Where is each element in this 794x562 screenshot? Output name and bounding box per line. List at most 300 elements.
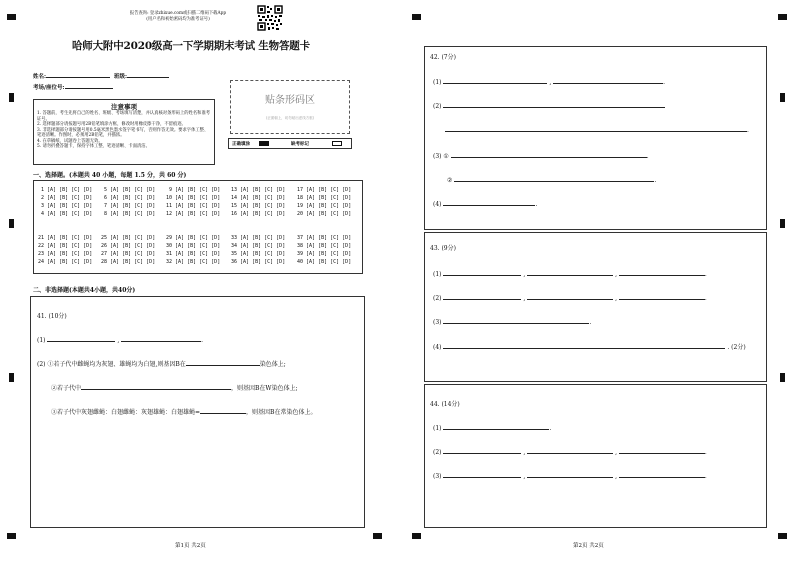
mcq-option-c[interactable]: [C] — [199, 235, 212, 241]
mcq-number: 15 — [231, 203, 241, 210]
mcq-option-d[interactable]: [D] — [342, 235, 355, 241]
mcq-option-b[interactable]: [B] — [252, 211, 265, 218]
mcq-option-b[interactable]: [B] — [59, 259, 72, 266]
answer-blank[interactable] — [619, 471, 705, 478]
mcq-row — [166, 210, 223, 218]
corner-mark — [412, 533, 421, 539]
mcq-option-a[interactable]: [A] — [110, 243, 123, 250]
report-notice-line: (用户名和初始密码均为准考证号) — [146, 16, 210, 22]
mcq-option-b[interactable]: [B] — [318, 203, 331, 210]
notes-box — [33, 99, 215, 165]
q41-part1: (1) , . — [37, 337, 204, 344]
mcq-number: 34 — [231, 243, 241, 250]
mcq-option-d[interactable]: [D] — [276, 195, 289, 202]
answer-blank[interactable] — [443, 447, 521, 454]
q42-part3a: (3) ① . — [433, 153, 649, 160]
mcq-option-d[interactable]: [D] — [276, 235, 289, 241]
answer-blank[interactable] — [527, 293, 613, 300]
mcq-option-c[interactable]: [C] — [71, 203, 84, 210]
mcq-option-d[interactable]: [D] — [276, 211, 289, 218]
corner-mark — [412, 14, 421, 20]
mcq-option-d[interactable]: [D] — [342, 195, 355, 202]
answer-blank[interactable] — [553, 77, 663, 84]
mcq-option-b[interactable]: [B] — [318, 195, 331, 202]
mcq-row — [231, 210, 288, 218]
answer-blank[interactable] — [454, 175, 654, 182]
mcq-row — [231, 202, 288, 210]
mcq-option-a[interactable]: [A] — [175, 203, 188, 210]
answer-blank[interactable] — [443, 101, 665, 108]
mcq-option-a[interactable]: [A] — [110, 259, 123, 266]
mcq-row — [101, 242, 158, 250]
mcq-option-b[interactable]: [B] — [59, 187, 72, 193]
missing-mark-label: 缺考标记 — [291, 142, 309, 147]
answer-blank[interactable] — [443, 423, 549, 430]
mcq-option-a[interactable]: [A] — [240, 195, 253, 202]
mcq-option-b[interactable]: [B] — [318, 259, 331, 266]
mcq-option-d[interactable]: [D] — [211, 251, 224, 258]
mcq-option-c[interactable]: [C] — [264, 203, 277, 210]
mcq-option-a[interactable]: [A] — [47, 211, 60, 218]
answer-blank[interactable] — [527, 471, 613, 478]
mcq-option-b[interactable]: [B] — [187, 187, 200, 193]
mcq-option-c[interactable]: [C] — [264, 235, 277, 241]
mcq-option-b[interactable]: [B] — [122, 235, 135, 241]
mcq-option-a[interactable]: [A] — [175, 251, 188, 258]
mcq-option-c[interactable]: [C] — [330, 235, 343, 241]
mcq-option-c[interactable]: [C] — [71, 187, 84, 193]
mcq-option-d[interactable]: [D] — [342, 203, 355, 210]
mcq-option-a[interactable]: [A] — [306, 195, 319, 202]
mcq-number: 17 — [297, 187, 307, 193]
mcq-option-c[interactable]: [C] — [134, 211, 147, 218]
mcq-option-d[interactable]: [D] — [83, 243, 96, 250]
q43-part4: (4) . (2分) — [433, 344, 746, 351]
mcq-option-c[interactable]: [C] — [199, 211, 212, 218]
mcq-option-d[interactable]: [D] — [146, 203, 159, 210]
name-label: 姓名: — [33, 74, 47, 80]
mcq-option-a[interactable]: [A] — [47, 243, 60, 250]
part-label: (4) — [433, 201, 442, 208]
mcq-row — [231, 234, 288, 242]
mcq-option-b[interactable]: [B] — [187, 259, 200, 266]
mcq-row — [297, 210, 354, 218]
section-title: 一、选择题。(本题共 40 小题，每题 1.5 分，共 60 分) — [33, 172, 187, 179]
timing-mark — [780, 93, 785, 102]
mcq-option-d[interactable]: [D] — [211, 211, 224, 218]
q41-part4 — [51, 407, 316, 416]
correct-fill-sample — [259, 141, 269, 146]
mcq-option-a[interactable]: [A] — [240, 203, 253, 210]
mcq-option-b[interactable]: [B] — [59, 251, 72, 258]
mcq-option-d[interactable]: [D] — [276, 251, 289, 258]
mcq-option-c[interactable]: [C] — [134, 235, 147, 241]
mcq-option-c[interactable]: [C] — [199, 259, 212, 266]
mcq-option-d[interactable]: [D] — [83, 195, 96, 202]
mcq-option-a[interactable]: [A] — [47, 251, 60, 258]
mcq-option-c[interactable]: [C] — [71, 251, 84, 258]
mcq-option-c[interactable]: [C] — [71, 235, 84, 241]
qr-code-icon[interactable] — [257, 5, 283, 31]
q42-box — [424, 46, 767, 230]
mcq-option-d[interactable]: [D] — [211, 203, 224, 210]
mcq-option-c[interactable]: [C] — [330, 203, 343, 210]
mcq-row — [166, 258, 223, 266]
mcq-option-b[interactable]: [B] — [318, 251, 331, 258]
mcq-option-a[interactable]: [A] — [240, 259, 253, 266]
mcq-row — [101, 234, 158, 242]
mcq-option-a[interactable]: [A] — [175, 187, 188, 193]
mcq-option-c[interactable]: [C] — [264, 259, 277, 266]
mcq-number: 7 — [101, 203, 111, 210]
mcq-option-b[interactable]: [B] — [318, 211, 331, 218]
mcq-option-a[interactable]: [A] — [110, 203, 123, 210]
mcq-option-b[interactable]: [B] — [122, 251, 135, 258]
q43-part2: (2) , , . — [433, 295, 707, 302]
mcq-option-c[interactable]: [C] — [330, 195, 343, 202]
mcq-option-b[interactable]: [B] — [187, 203, 200, 210]
part-text: ③若子代中灰翅雌蝇：白翅雌蝇：灰翅雄蝇：白翅雄蝇= — [51, 409, 201, 416]
timing-mark — [9, 93, 14, 102]
mcq-option-c[interactable]: [C] — [199, 243, 212, 250]
mcq-option-a[interactable]: [A] — [47, 187, 60, 193]
mcq-option-d[interactable]: [D] — [211, 259, 224, 266]
mcq-option-a[interactable]: [A] — [47, 203, 60, 210]
mcq-option-b[interactable]: [B] — [318, 243, 331, 250]
answer-blank[interactable] — [121, 335, 201, 342]
mcq-option-d[interactable]: [D] — [83, 187, 96, 193]
mcq-option-c[interactable]: [C] — [71, 259, 84, 266]
note-item: 2. 选择题部分请按题号用2B铅笔填涂方框，修改时用橡皮擦干净，不留痕迹。 — [37, 122, 186, 128]
room-seat-label: 考场/座位号: — [33, 85, 65, 91]
mcq-column — [38, 186, 95, 218]
answer-blank[interactable] — [443, 471, 521, 478]
mcq-option-b[interactable]: [B] — [59, 211, 72, 218]
mcq-option-c[interactable]: [C] — [330, 259, 343, 266]
mcq-column — [231, 186, 288, 218]
mcq-option-b[interactable]: [B] — [187, 235, 200, 241]
mcq-row — [101, 258, 158, 266]
answer-blank[interactable] — [200, 407, 246, 414]
mcq-row — [297, 202, 354, 210]
mcq-option-d[interactable]: [D] — [83, 211, 96, 218]
mcq-option-b[interactable]: [B] — [318, 187, 331, 193]
answer-blank[interactable] — [619, 447, 705, 454]
missing-mark-box[interactable] — [332, 141, 342, 146]
mcq-row — [166, 242, 223, 250]
mcq-option-c[interactable]: [C] — [199, 195, 212, 202]
report-notice-line: 报告查询: 登录zhixue.com或扫描二维码下载App — [129, 11, 227, 16]
mcq-option-a[interactable]: [A] — [110, 235, 123, 241]
mcq-option-b[interactable]: [B] — [252, 187, 265, 193]
mcq-option-d[interactable]: [D] — [211, 235, 224, 241]
mcq-option-d[interactable]: [D] — [146, 251, 159, 258]
mcq-option-c[interactable]: [C] — [134, 259, 147, 266]
mcq-option-d[interactable]: [D] — [276, 243, 289, 250]
mcq-number: 20 — [297, 211, 307, 218]
mcq-option-a[interactable]: [A] — [47, 195, 60, 202]
mcq-option-c[interactable]: [C] — [264, 195, 277, 202]
mcq-option-d[interactable]: [D] — [342, 259, 355, 266]
mcq-option-b[interactable]: [B] — [122, 187, 135, 193]
part-label: ② — [447, 177, 453, 184]
mcq-row — [297, 258, 354, 266]
name-field[interactable] — [46, 71, 110, 78]
mcq-number: 1 — [38, 187, 48, 193]
mcq-option-a[interactable]: [A] — [175, 259, 188, 266]
answer-blank[interactable] — [445, 125, 747, 132]
note-item: 5. 请勿折叠答题卡，保持字体工整、笔迹清晰、卡面清洁。 — [37, 144, 150, 150]
mcq-option-d[interactable]: [D] — [211, 187, 224, 193]
mcq-option-a[interactable]: [A] — [175, 243, 188, 250]
mcq-option-d[interactable]: [D] — [342, 251, 355, 258]
part-label: (1) — [433, 79, 442, 86]
mcq-option-c[interactable]: [C] — [330, 251, 343, 258]
mcq-number: 18 — [297, 195, 307, 202]
mcq-option-a[interactable]: [A] — [240, 243, 253, 250]
mcq-number: 35 — [231, 251, 241, 258]
mcq-option-d[interactable]: [D] — [211, 195, 224, 202]
mcq-option-c[interactable]: [C] — [199, 251, 212, 258]
barcode-subtitle: (正面朝上，切勿贴出虚线方框) — [265, 116, 315, 120]
mcq-option-c[interactable]: [C] — [199, 187, 212, 193]
mcq-row — [297, 242, 354, 250]
student-info-row — [33, 71, 169, 81]
mcq-option-a[interactable]: [A] — [110, 187, 123, 193]
mcq-column — [166, 186, 223, 218]
mcq-option-b[interactable]: [B] — [59, 235, 72, 241]
answer-blank[interactable] — [527, 447, 613, 454]
mcq-option-a[interactable]: [A] — [306, 211, 319, 218]
mcq-option-b[interactable]: [B] — [122, 259, 135, 266]
q43-part3: (3) . — [433, 319, 592, 326]
mcq-option-a[interactable]: [A] — [306, 203, 319, 210]
mcq-option-b[interactable]: [B] — [187, 195, 200, 202]
corner-mark — [373, 533, 382, 539]
answer-blank[interactable] — [443, 77, 547, 84]
mcq-option-b[interactable]: [B] — [59, 243, 72, 250]
mcq-option-d[interactable]: [D] — [83, 235, 96, 241]
mcq-option-d[interactable]: [D] — [146, 243, 159, 250]
q41-part3 — [51, 383, 298, 392]
mcq-option-d[interactable]: [D] — [211, 243, 224, 250]
corner-mark — [7, 14, 16, 20]
mcq-option-b[interactable]: [B] — [122, 243, 135, 250]
mcq-option-a[interactable]: [A] — [306, 187, 319, 193]
mcq-option-b[interactable]: [B] — [252, 235, 265, 241]
mcq-option-c[interactable]: [C] — [199, 203, 212, 210]
answer-blank[interactable] — [443, 269, 521, 276]
answer-blank[interactable] — [443, 293, 521, 300]
answer-blank[interactable] — [527, 269, 613, 276]
mcq-option-b[interactable]: [B] — [318, 235, 331, 241]
mcq-option-a[interactable]: [A] — [306, 235, 319, 241]
mcq-column — [231, 234, 288, 266]
mcq-option-c[interactable]: [C] — [264, 211, 277, 218]
q44-part1: (1) . — [433, 425, 552, 432]
mcq-option-b[interactable]: [B] — [122, 203, 135, 210]
q42-part2 — [433, 101, 665, 110]
mcq-row — [231, 242, 288, 250]
mcq-option-b[interactable]: [B] — [59, 203, 72, 210]
mcq-number: 5 — [101, 187, 111, 193]
mcq-option-c[interactable]: [C] — [71, 243, 84, 250]
mcq-option-c[interactable]: [C] — [330, 211, 343, 218]
mcq-option-d[interactable]: [D] — [342, 243, 355, 250]
mcq-option-d[interactable]: [D] — [146, 187, 159, 193]
answer-blank[interactable] — [619, 293, 705, 300]
mcq-option-b[interactable]: [B] — [187, 251, 200, 258]
note-item: 4. 在草稿纸、试题卷上答题无效。 — [37, 138, 103, 144]
mcq-option-b[interactable]: [B] — [187, 243, 200, 250]
mcq-option-d[interactable]: [D] — [342, 187, 355, 193]
mcq-option-c[interactable]: [C] — [134, 195, 147, 202]
mcq-option-a[interactable]: [A] — [306, 251, 319, 258]
mcq-option-a[interactable]: [A] — [240, 251, 253, 258]
notes-title: 注意事项 — [111, 103, 137, 111]
answer-blank[interactable] — [443, 199, 535, 206]
answer-blank[interactable] — [186, 359, 260, 366]
mcq-option-b[interactable]: [B] — [187, 211, 200, 218]
mcq-option-a[interactable]: [A] — [306, 259, 319, 266]
part-text: ②若子代中 — [51, 385, 82, 392]
mcq-option-b[interactable]: [B] — [122, 195, 135, 202]
barcode-title: 贴条形码区 — [265, 95, 315, 106]
mcq-row — [297, 194, 354, 202]
corner-mark — [7, 533, 16, 539]
part-label: (2) — [433, 449, 442, 456]
mcq-number: 24 — [38, 259, 48, 266]
mcq-option-c[interactable]: [C] — [264, 243, 277, 250]
mcq-option-a[interactable]: [A] — [175, 235, 188, 241]
room-seat-field[interactable] — [65, 82, 113, 89]
answer-blank[interactable] — [81, 383, 231, 390]
score-note: (2分) — [731, 344, 746, 351]
mcq-option-a[interactable]: [A] — [175, 195, 188, 202]
mcq-row — [231, 186, 288, 194]
part-label: (3) — [433, 319, 442, 326]
part-label: (1) — [37, 337, 46, 344]
mcq-option-a[interactable]: [A] — [240, 211, 253, 218]
mcq-option-b[interactable]: [B] — [252, 259, 265, 266]
mcq-option-b[interactable]: [B] — [59, 195, 72, 202]
mcq-option-b[interactable]: [B] — [252, 203, 265, 210]
mcq-option-d[interactable]: [D] — [83, 251, 96, 258]
mcq-number: 3 — [38, 203, 48, 210]
mcq-option-d[interactable]: [D] — [276, 203, 289, 210]
answer-blank[interactable] — [443, 317, 589, 324]
mcq-option-c[interactable]: [C] — [330, 187, 343, 193]
q41-part2 — [37, 359, 286, 368]
mcq-option-b[interactable]: [B] — [122, 211, 135, 218]
mcq-row — [166, 194, 223, 202]
mcq-option-c[interactable]: [C] — [264, 251, 277, 258]
answer-blank[interactable] — [443, 342, 725, 349]
answer-blank[interactable] — [619, 269, 705, 276]
answer-blank[interactable] — [47, 335, 115, 342]
part-label: (2) — [433, 103, 442, 110]
mcq-option-a[interactable]: [A] — [175, 211, 188, 218]
mcq-number: 25 — [101, 235, 111, 241]
mcq-number: 12 — [166, 211, 176, 218]
mcq-option-d[interactable]: [D] — [146, 259, 159, 266]
mcq-number: 16 — [231, 211, 241, 218]
class-field[interactable] — [127, 71, 169, 78]
mcq-option-a[interactable]: [A] — [110, 251, 123, 258]
mcq-number: 37 — [297, 235, 307, 241]
mcq-option-c[interactable]: [C] — [71, 211, 84, 218]
q42-part3b: ② . — [447, 177, 657, 184]
mcq-column — [297, 186, 354, 218]
mcq-option-b[interactable]: [B] — [252, 243, 265, 250]
mcq-option-a[interactable]: [A] — [240, 187, 253, 193]
mcq-option-d[interactable]: [D] — [83, 203, 96, 210]
mcq-option-a[interactable]: [A] — [110, 195, 123, 202]
part-label: (2) — [433, 295, 442, 302]
mcq-number: 14 — [231, 195, 241, 202]
q42-part4: (4) . — [433, 201, 538, 208]
timing-mark — [9, 219, 14, 228]
mcq-option-d[interactable]: [D] — [83, 259, 96, 266]
q44-part3: (3) , , . — [433, 473, 707, 480]
mcq-number: 31 — [166, 251, 176, 258]
page-title: 哈师大附中2020级高一下学期期末考试 生物答题卡 — [72, 40, 310, 52]
mcq-option-a[interactable]: [A] — [47, 259, 60, 266]
note-item: 1. 答题前，考生先将自己的姓名、班级、考场填写清楚，并认真核对条形码上的姓名和准考证号。 — [37, 111, 211, 122]
student-info-row — [33, 82, 113, 92]
mcq-option-d[interactable]: [D] — [276, 259, 289, 266]
mcq-option-d[interactable]: [D] — [146, 235, 159, 241]
mcq-row — [38, 186, 95, 194]
part-text: ，则基因B在W染色体上; — [231, 385, 298, 392]
mcq-number: 10 — [166, 195, 176, 202]
mcq-row — [101, 194, 158, 202]
mcq-option-c[interactable]: [C] — [71, 195, 84, 202]
mcq-option-d[interactable]: [D] — [146, 211, 159, 218]
corner-mark — [778, 533, 787, 539]
mcq-option-c[interactable]: [C] — [134, 251, 147, 258]
mcq-option-a[interactable]: [A] — [47, 235, 60, 241]
timing-mark — [780, 373, 785, 382]
mcq-option-d[interactable]: [D] — [342, 211, 355, 218]
mcq-row — [231, 250, 288, 258]
part-label: (1) — [433, 271, 442, 278]
mcq-number: 36 — [231, 259, 241, 266]
section-title: 二、非选择题(本题共4小题，共40分) — [33, 287, 136, 294]
part-text: ，则基因B在常染色体上。 — [246, 409, 317, 416]
mcq-number: 9 — [166, 187, 176, 193]
mcq-option-a[interactable]: [A] — [240, 235, 253, 241]
mcq-number: 22 — [38, 243, 48, 250]
mcq-option-c[interactable]: [C] — [134, 243, 147, 250]
part-label: (3) ① — [433, 153, 449, 160]
mcq-number: 32 — [166, 259, 176, 266]
mcq-option-c[interactable]: [C] — [264, 187, 277, 193]
mcq-option-c[interactable]: [C] — [134, 187, 147, 193]
mcq-number: 29 — [166, 235, 176, 241]
mcq-row — [166, 202, 223, 210]
mcq-option-b[interactable]: [B] — [252, 251, 265, 258]
mcq-option-c[interactable]: [C] — [134, 203, 147, 210]
mcq-option-a[interactable]: [A] — [110, 211, 123, 218]
mcq-option-c[interactable]: [C] — [330, 243, 343, 250]
mcq-option-b[interactable]: [B] — [252, 195, 265, 202]
mcq-option-d[interactable]: [D] — [146, 195, 159, 202]
mcq-option-d[interactable]: [D] — [276, 187, 289, 193]
mcq-option-a[interactable]: [A] — [306, 243, 319, 250]
mcq-row — [38, 210, 95, 218]
answer-blank[interactable] — [451, 151, 647, 158]
